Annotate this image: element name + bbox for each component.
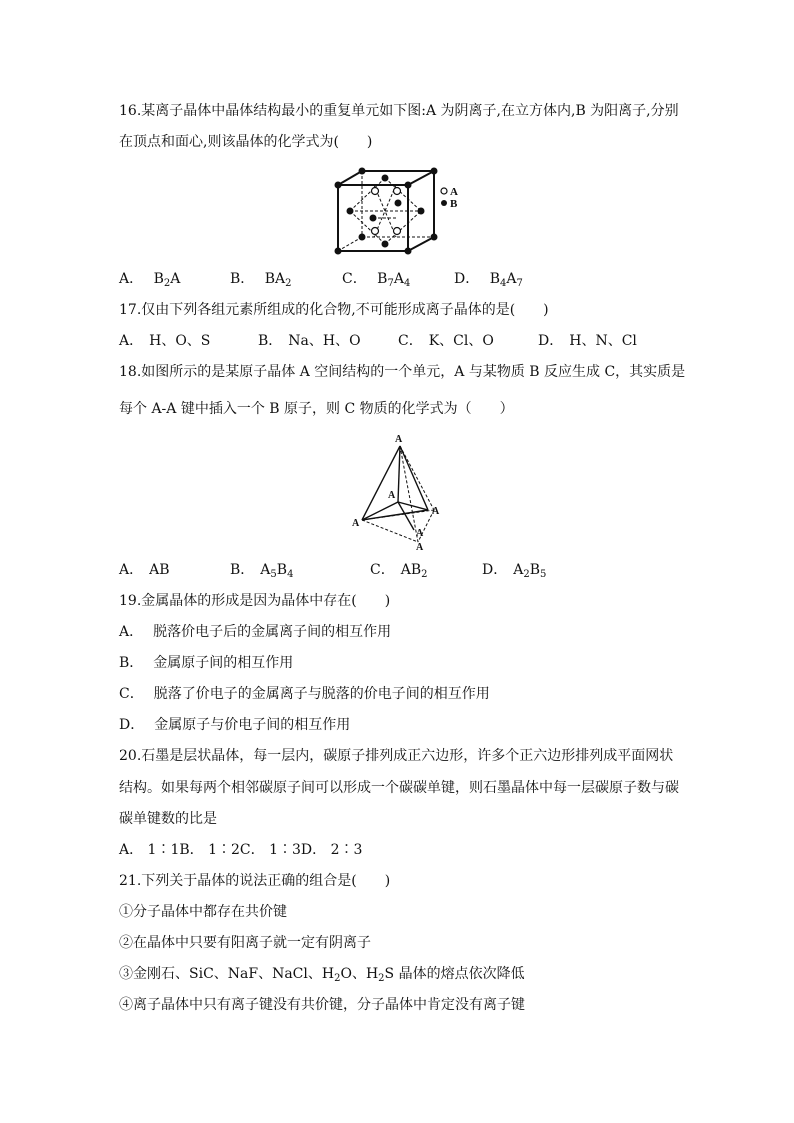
q17-option-c[interactable]: C． K、Cl、O xyxy=(398,333,494,349)
q21-stem: 21.下列关于晶体的说法正确的组合是( ) xyxy=(119,873,391,889)
q21-item-1: ①分子晶体中都存在共价键 xyxy=(119,904,287,920)
q16-option-b[interactable]: B． $BA_2$ xyxy=(230,271,292,289)
q17-stem: 17.仅由下列各组元素所组成的化合物,不可能形成离子晶体的是( ) xyxy=(119,302,549,318)
q21-item-2: ②在晶体中只要有阳离子就一定有阴离子 xyxy=(119,935,371,951)
q19-option-a[interactable]: A． 脱落价电子后的金属离子间的相互作用 xyxy=(119,624,392,640)
q18-node-label-front: A xyxy=(416,528,424,539)
legend-hollow-circle-icon xyxy=(441,188,447,194)
q16-crystal-cell-figure xyxy=(330,163,470,263)
legend-filled-circle-icon xyxy=(441,200,447,206)
q16-option-a[interactable]: A． $B_2A$ xyxy=(119,271,181,289)
q16-stem-line1: 16.某离子晶体中晶体结构最小的重复单元如下图:A 为阴离子,在立方体内,B 为阳离子,分别 xyxy=(119,103,679,119)
q21-item-3: ③金刚石、SiC、NaF、NaCl、$H_2O$、$H_2S$ 晶体的熔点依次降低 xyxy=(119,966,525,984)
q17-option-d[interactable]: D． H、N、Cl xyxy=(538,333,637,349)
q18-node-label-left: A xyxy=(352,518,360,529)
q19-option-d[interactable]: D． 金属原子与价电子间的相互作用 xyxy=(119,717,351,733)
q16-option-c[interactable]: C． $B_7A_4$ xyxy=(342,271,411,289)
q17-option-b[interactable]: B． Na、H、O xyxy=(258,333,361,349)
q19-option-b[interactable]: B． 金属原子间的相互作用 xyxy=(119,655,294,671)
q19-stem: 19.金属晶体的形成是因为晶体中存在( ) xyxy=(119,593,391,609)
q18-node-label-center: A xyxy=(388,490,396,501)
legend-label-b: B xyxy=(450,198,458,210)
q18-stem-line2: 每个 A-A 键中插入一个 B 原子，则 C 物质的化学式为（ ） xyxy=(119,401,514,417)
q20-stem-line1: 20.石墨是层状晶体，每一层内，碳原子排列成正六边形，许多个正六边形排列成平面网状 xyxy=(119,748,674,764)
q20-options[interactable]: A． 1∶1B． 1∶2C． 1∶3D． 2∶3 xyxy=(119,842,363,858)
q20-stem-line3: 碳单键数的比是 xyxy=(119,811,217,827)
q18-tetrahedron-figure xyxy=(348,430,458,555)
q18-node-label-top: A xyxy=(395,434,403,445)
q18-node-label-bottom: A xyxy=(416,542,424,553)
q18-option-c[interactable]: C． $AB_2$ xyxy=(370,562,428,580)
q17-option-a[interactable]: A． H、O、S xyxy=(119,333,211,349)
q18-option-b[interactable]: B． $A_5B_4$ xyxy=(230,562,294,580)
q16-stem-line2: 在顶点和面心,则该晶体的化学式为( ) xyxy=(119,134,373,150)
q16-option-d[interactable]: D． $B_4A_7$ xyxy=(454,271,523,289)
q21-item-4: ④离子晶体中只有离子键没有共价键，分子晶体中肯定没有离子键 xyxy=(119,997,525,1013)
q18-option-a[interactable]: A． AB xyxy=(119,562,170,578)
q18-node-label-right: A xyxy=(432,506,440,517)
q18-stem-line1: 18.如图所示的是某原子晶体 A 空间结构的一个单元，A 与某物质 B 反应生成 C，其实质是 xyxy=(119,364,686,380)
q20-stem-line2: 结构。如果每两个相邻碳原子间可以形成一个碳碳单键，则石墨晶体中每一层碳原子数与碳 xyxy=(119,780,679,796)
q19-option-c[interactable]: C． 脱落了价电子的金属离子与脱落的价电子间的相互作用 xyxy=(119,686,490,702)
q18-option-d[interactable]: D． $A_2B_5$ xyxy=(482,562,547,580)
legend-label-a: A xyxy=(450,186,458,198)
